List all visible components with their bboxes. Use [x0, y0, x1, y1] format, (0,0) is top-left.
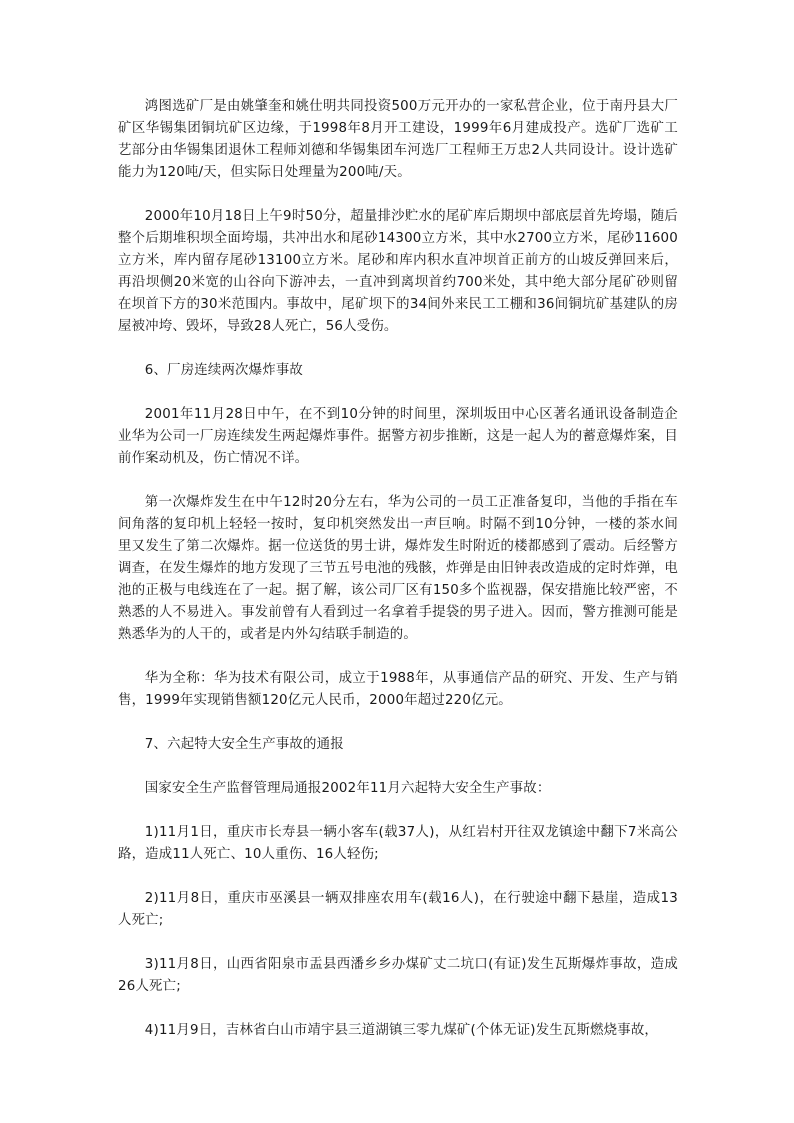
list-item-accident-2: 2)11月8日，重庆市巫溪县一辆双排座农用车(载16人)，在行驶途中翻下悬崖，造成13人死亡; [118, 891, 678, 928]
paragraph-hongtu-intro: 鸿图选矿厂是由姚肇奎和姚仕明共同投资500万元开办的一家私营企业，位于南丹县大厂矿区华锡集团铜坑矿区边缘，于1998年8月开工建设，1999年6月建成投产。选矿厂选矿工艺部分由华锡集团退休工程师刘德和华锡集团车河选厂工程师王万忠2人共同设计。设计选矿能力为120吨/天，但实际日处理量为200吨/天。 [118, 99, 678, 180]
paragraph-bulletin-intro: 国家安全生产监督管理局通报2002年11月六起特大安全生产事故： [144, 781, 551, 796]
list-item-accident-3: 3)11月8日，山西省阳泉市盂县西潘乡乡办煤矿丈二坑口(有证)发生瓦斯爆炸事故，造成26人死亡; [118, 957, 678, 994]
paragraph-huawei-profile: 华为全称：华为技术有限公司，成立于1988年，从事通信产品的研究、开发、生产与销售，1999年实现销售额120亿元人民币，2000年超过220亿元。 [118, 671, 678, 708]
section-heading-6: 6、厂房连续两次爆炸事故 [144, 363, 304, 378]
document-page [118, 96, 678, 1042]
paragraph-huawei-explosion: 2001年11月28日中午，在不到10分钟的时间里，深圳坂田中心区著名通讯设备制造企业华为公司一厂房连续发生两起爆炸事件。据警方初步推断，这是一起人为的蓄意爆炸案，目前作案动机及，伤亡情况不详。 [118, 407, 678, 466]
paragraph-dam-collapse: 2000年10月18日上午9时50分，超量排沙贮水的尾矿库后期坝中部底层首先垮塌，随后整个后期堆积坝全面垮塌，共冲出水和尾砂14300立方米，其中水2700立方米，尾砂11600立方米，库内留存尾砂13100立方米。尾砂和库内积水直冲坝首正前方的山坡反弹回来后，再沿坝侧20米宽的山谷向下游冲去，一直冲到离坝首约700米处，其中绝大部分尾矿砂则留在坝首下方的30米范围内。事故中，尾矿坝下的34间外来民工工棚和36间铜坑矿基建队的房屋被冲垮、毁坏，导致28人死亡，56人受伤。 [118, 209, 678, 334]
section-heading-7: 7、六起特大安全生产事故的通报 [144, 737, 344, 752]
paragraph-first-explosion: 第一次爆炸发生在中午12时20分左右，华为公司的一员工正准备复印，当他的手指在车间角落的复印机上轻轻一按时，复印机突然发出一声巨响。时隔不到10分钟，一楼的茶水间里又发生了第二次爆炸。据一位送货的男士讲，爆炸发生时附近的楼都感到了震动。后经警方调查，在发生爆炸的地方发现了三节五号电池的残骸，炸弹是由旧钟表改造成的定时炸弹，电池的正极与电线连在了一起。据了解，该公司厂区有150多个监视器，保安措施比较严密，不熟悉的人不易进入。事发前曾有人看到过一名拿着手提袋的男子进入。因而，警方推测可能是熟悉华为的人干的，或者是内外勾结联手制造的。 [118, 495, 678, 642]
list-item-accident-4: 4)11月9日，吉林省白山市靖宇县三道湖镇三零九煤矿(个体无证)发生瓦斯燃烧事故， [144, 1023, 659, 1038]
list-item-accident-1: 1)11月1日，重庆市长寿县一辆小客车(载37人)，从红岩村开往双龙镇途中翻下7米高公路，造成11人死亡、10人重伤、16人轻伤; [118, 825, 678, 862]
